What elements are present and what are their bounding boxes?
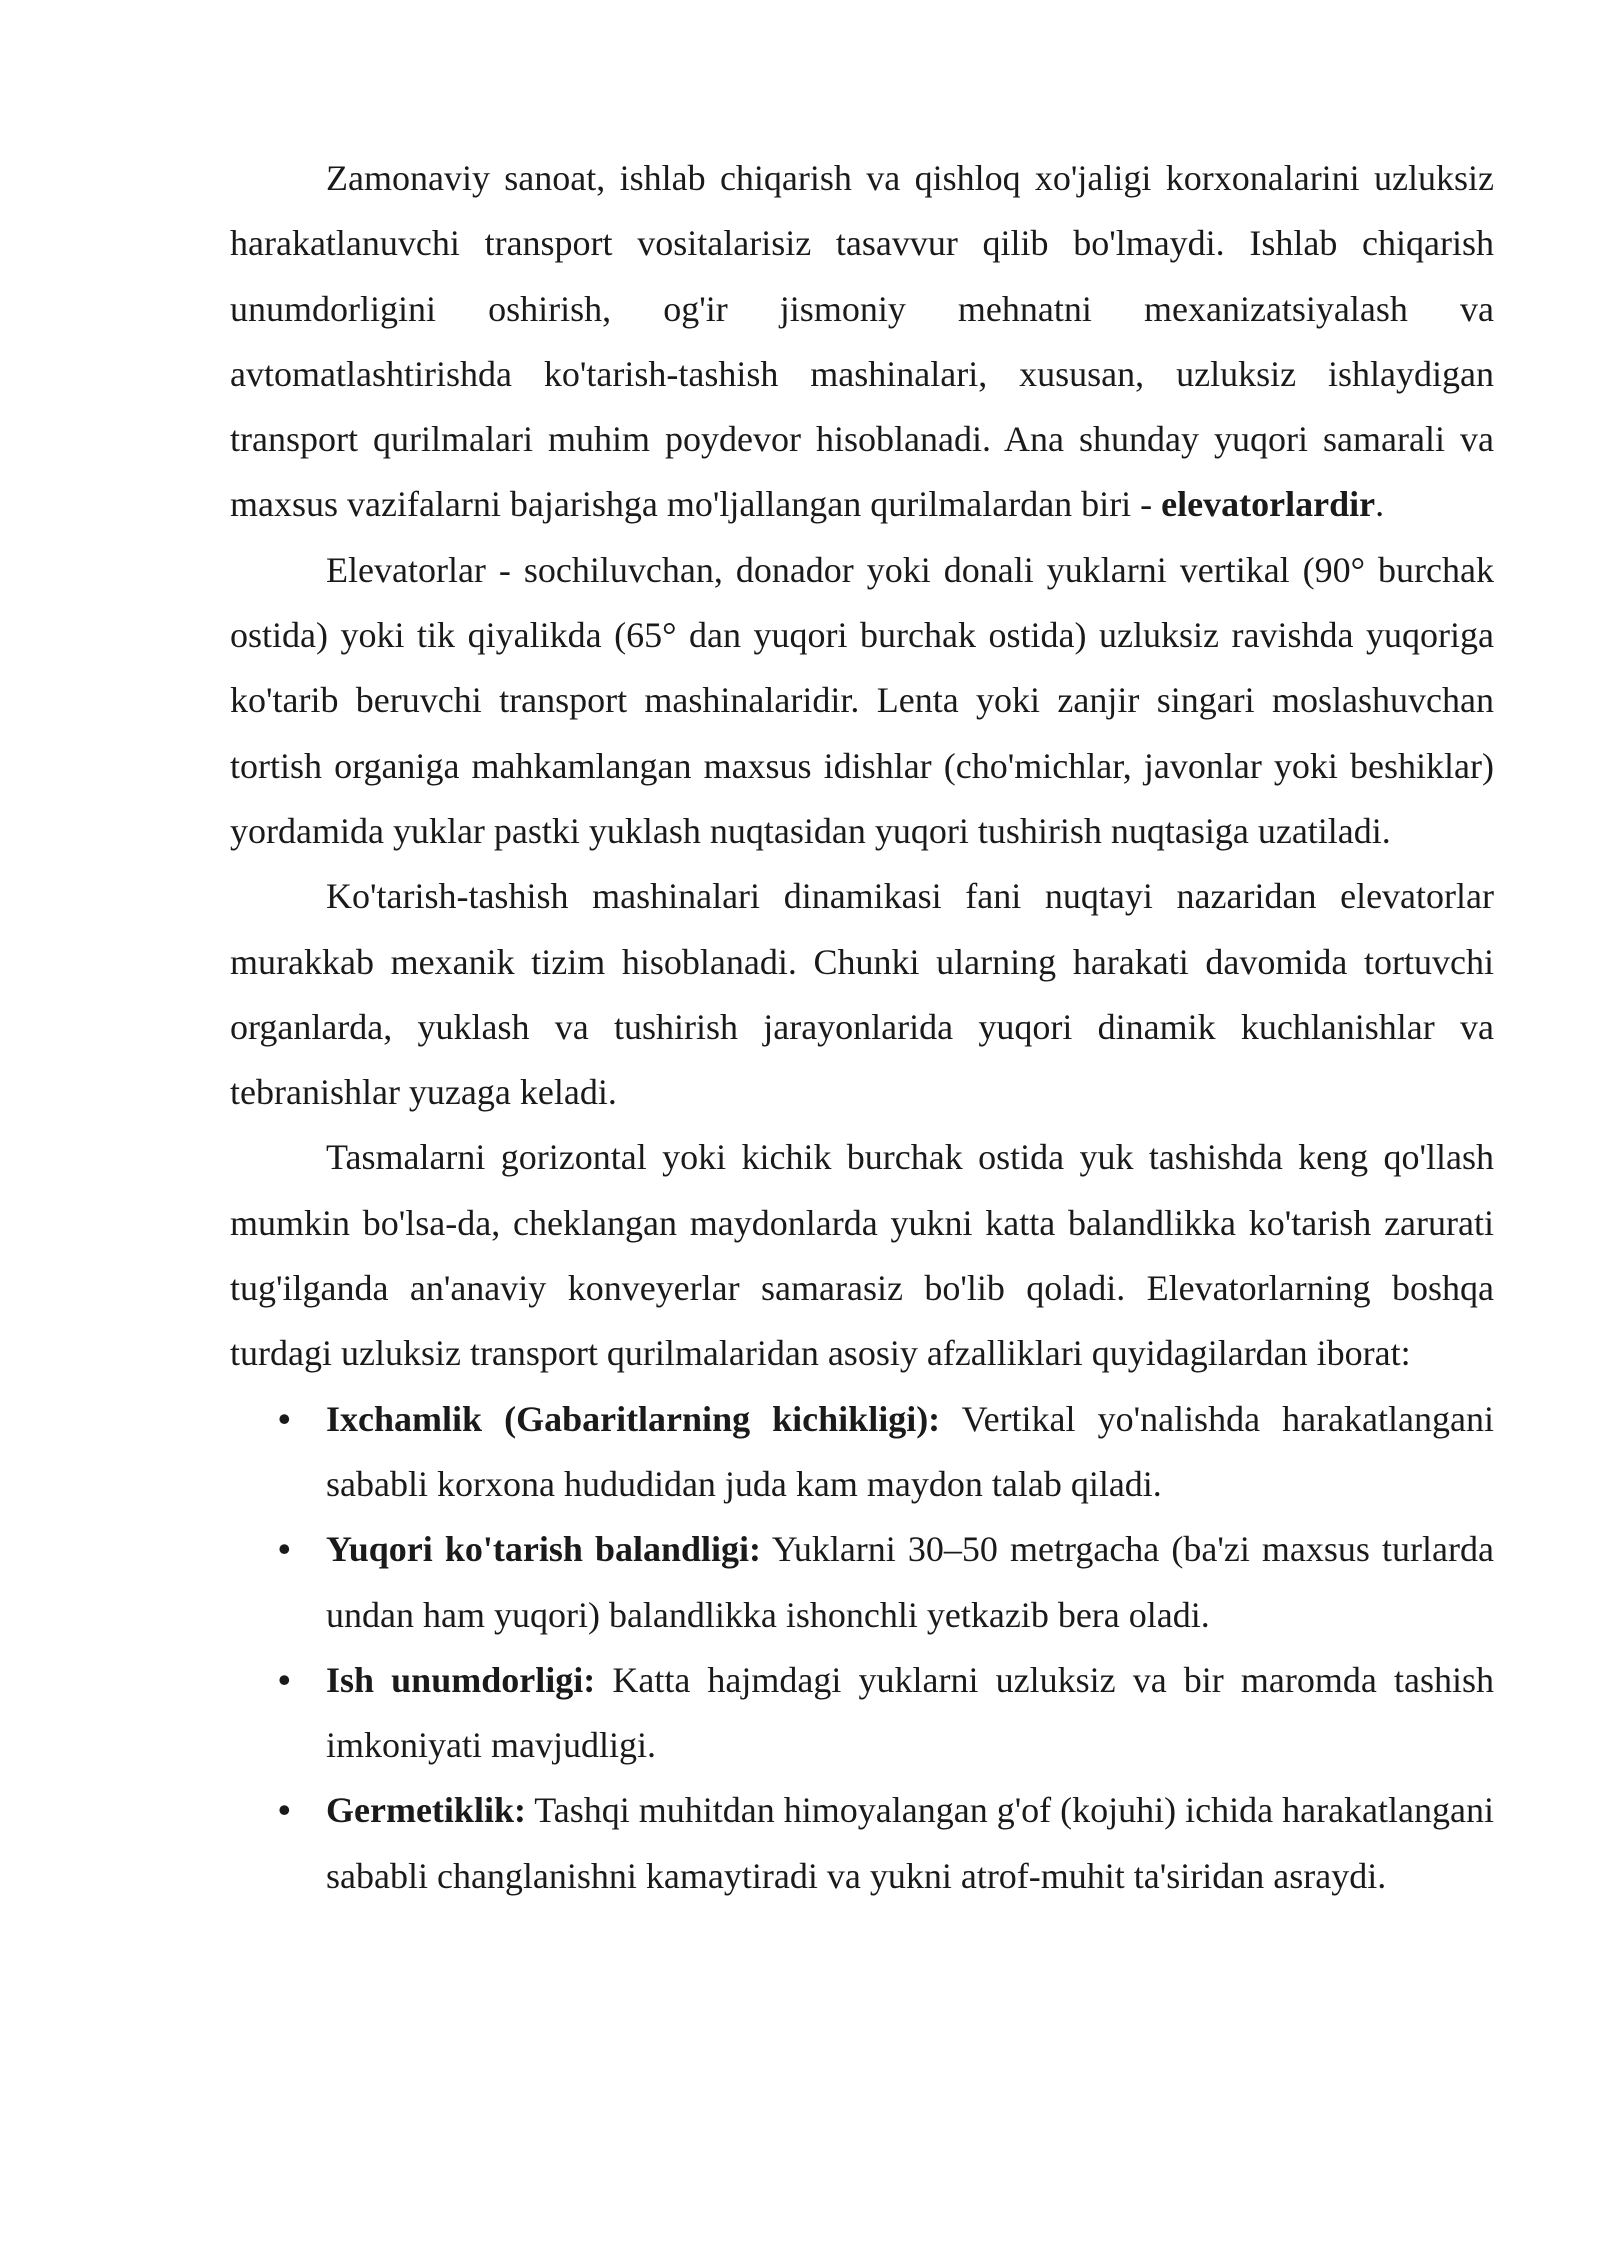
bullet-icon: • xyxy=(278,1529,291,1570)
list-item-text: Katta hajmdagi yuklarni uzluksiz va bir maromda tashish imkoniyati mavjudligi. xyxy=(326,1659,1494,1766)
list-item xyxy=(230,1387,1494,1518)
bullet-icon: • xyxy=(278,1659,291,1700)
paragraph-text: Tasmalarni gorizontal yoki kichik burchak ostida yuk tashishda keng qo'llash mumkin bo'lsa-da, cheklangan maydonlarda yukni katta balandlikka ko'tarish zarurati tug'ilganda an'anaviy konveyerlar samarasiz bo'lib qoladi. Elevatorlarning boshqa turdagi uzluksiz transport qurilmalaridan asosiy afzalliklari quyidagilardan iborat: xyxy=(230,1137,1494,1374)
bold-term: elevatorlardir xyxy=(1161,484,1376,525)
list-item-term: Ish unumdorligi: xyxy=(326,1659,596,1700)
paragraph-definition xyxy=(230,538,1494,864)
list-item xyxy=(230,1778,1494,1909)
list-item-text: Tashqi muhitdan himoyalangan g'of (kojuhi) ichida harakatlangani sababli changlanishni kamaytiradi va yukni atrof-muhit ta'siridan asraydi. xyxy=(326,1790,1494,1896)
document-page xyxy=(230,146,1494,1909)
bullet-icon: • xyxy=(278,1398,291,1439)
list-item-term: Ixchamlik (Gabaritlarning kichikligi): xyxy=(326,1398,941,1439)
paragraph-dynamics xyxy=(230,864,1494,1125)
list-item-text: Yuklarni 30–50 metrgacha (ba'zi maxsus turlarda undan ham yuqori) balandlikka ishonchli yetkazib bera oladi. xyxy=(326,1529,1494,1635)
list-item-term: Yuqori ko'tarish balandligi: xyxy=(326,1529,762,1570)
paragraph-advantages xyxy=(230,1125,1494,1386)
list-item xyxy=(230,1648,1494,1779)
bullet-icon: • xyxy=(278,1790,291,1831)
paragraph-text: Zamonaviy sanoat, ishlab chiqarish va qishloq xo'jaligi korxonalarini uzluksiz harakatlanuvchi transport vositalarisiz tasavvur qilib bo'lmaydi. Ishlab chiqarish unumdorligini oshirish, og'ir jismoniy mehnatni mexanizatsiyalash va avtomatlashtirishda ko'tarish-tashish mashinalari, xususan, uzluksiz ishlaydigan transport qurilmalari muhim poydevor hisoblanadi. Ana shunday yuqori samarali va maxsus vazifalarni bajarishga mo'ljallangan qurilmalardan biri - xyxy=(230,158,1494,525)
list-item-term: Germetiklik: xyxy=(326,1790,526,1831)
list-item xyxy=(230,1517,1494,1648)
paragraph-text: Elevatorlar - sochiluvchan, donador yoki donali yuklarni vertikal (90° burchak ostida) yoki tik qiyalikda (65° dan yuqori burchak ostida) uzluksiz ravishda yuqoriga ko'tarib beruvchi transport mashinalaridir. Lenta yoki zanjir singari moslashuvchan tortish organiga mahkamlangan maxsus idishlar (cho'michlar, javonlar yoki beshiklar) yordamida yuklar pastki yuklash nuqtasidan yuqori tushirish nuqtasiga uzatiladi. xyxy=(230,549,1494,851)
paragraph-intro xyxy=(230,146,1494,538)
list-item-text: Vertikal yo'nalishda harakatlangani sababli korxona hududidan juda kam maydon talab qiladi. xyxy=(326,1398,1494,1504)
paragraph-text: Ko'tarish-tashish mashinalari dinamikasi fani nuqtayi nazaridan elevatorlar murakkab mexanik tizim hisoblanadi. Chunki ularning harakati davomida tortuvchi organlarda, yuklash va tushirish jarayonlarida yuqori dinamik kuchlanishlar va tebranishlar yuzaga keladi. xyxy=(230,876,1494,1113)
paragraph-tail: . xyxy=(1375,484,1385,525)
advantages-list xyxy=(230,1387,1494,1909)
